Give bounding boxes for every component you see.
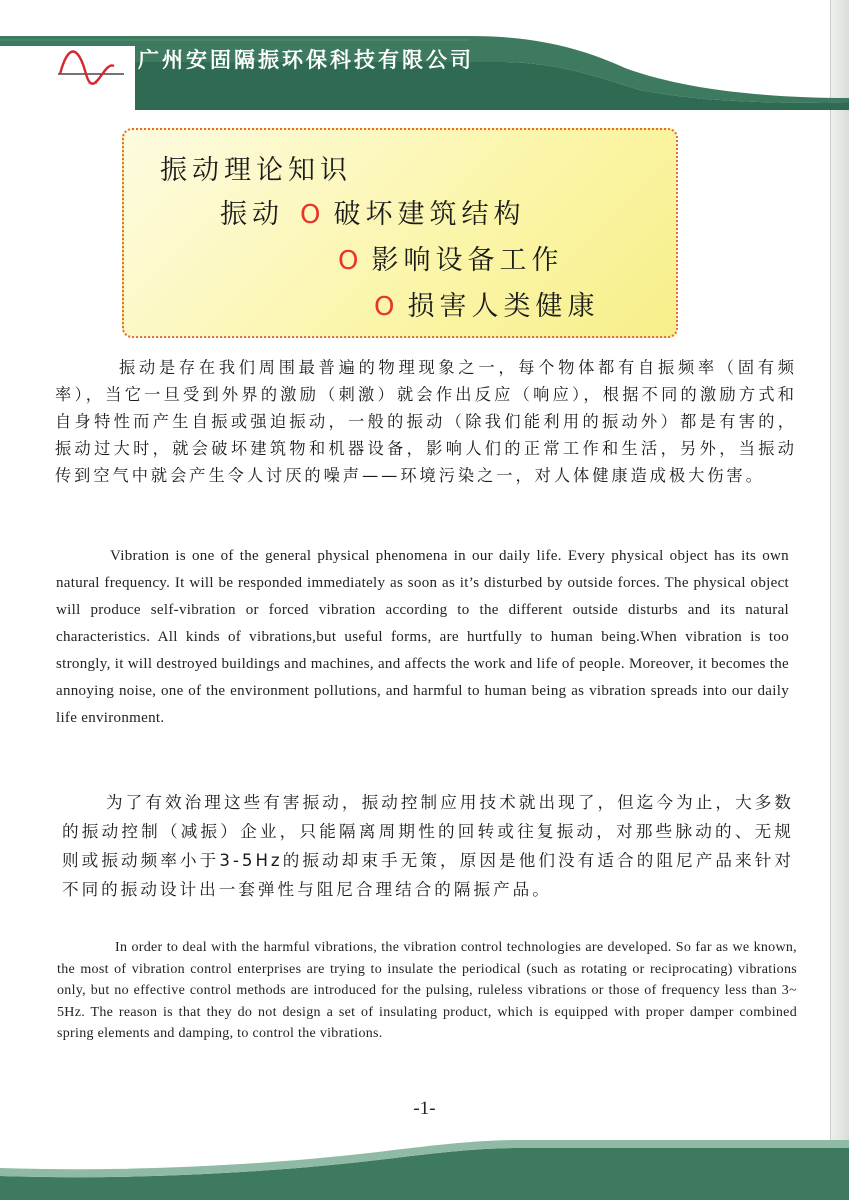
callout-item-1 <box>220 192 525 231</box>
footer-band <box>0 1128 849 1200</box>
callout-item-label: 破坏建筑结构 <box>333 199 526 230</box>
hollow-circle-icon: O <box>338 246 364 276</box>
callout-item-2 <box>338 238 563 277</box>
page-number: -1- <box>413 1098 436 1119</box>
paragraph-en-intro: Vibration is one of the general physical phenomena in our daily life. Every physical object has its own natural frequency. It will be responded immediately as soon as it’s disturbed by outside forces. The physical object will produce self-vibration or forced vibration according to the different outside disturbs and its natural characteristics. All kinds of vibrations,but useful forms, are hurtfully to human being.When vibration is too strongly, it will destroyed buildings and machines, and affects the work and life of people. Moreover, it becomes the annoying noise, one of the environment pollutions, and harmful to human being as vibration spreads into our daily life environment. <box>56 548 789 726</box>
hollow-circle-icon: O <box>300 200 326 230</box>
callout-title: 振动理论知识 <box>160 155 352 186</box>
callout-item-label: 影响设备工作 <box>371 245 564 276</box>
hollow-circle-icon: O <box>374 292 400 322</box>
sine-wave-logo-icon <box>54 40 126 88</box>
callout-item-label: 损害人类健康 <box>407 291 600 322</box>
page-edge <box>830 0 849 1200</box>
callout-lead: 振动 <box>220 199 284 230</box>
svg-text:· · ·: · · · <box>88 81 98 88</box>
paragraph-zh-control: 为了有效治理这些有害振动，振动控制应用技术就出现了，但迄今为止，大多数的振动控制（减振）企业，只能隔离周期性的回转或往复振动，对那些脉动的、无规则或振动频率小于3-5Hz的振动却束手无策，原因是他们没有适合的阻尼产品来针对不同的振动设计出一套弹性与阻尼合理结合的隔振产品。 <box>62 793 794 899</box>
callout-box <box>122 128 678 338</box>
callout-item-3 <box>374 284 599 323</box>
company-name: 广州安固隔振环保科技有限公司 <box>138 48 474 72</box>
paragraph-zh-intro: 振动是存在我们周围最普遍的物理现象之一，每个物体都有自振频率（固有频率），当它一旦受到外界的激励（刺激）就会作出反应（响应），根据不同的激励方式和自身特性而产生自振或强迫振动，一般的振动（除我们能利用的振动外）都是有害的，振动过大时，就会破坏建筑物和机器设备，影响人们的正常工作和生活，另外，当振动传到空气中就会产生令人讨厌的噪声——环境污染之一，对人体健康造成极大伤害。 <box>55 358 797 485</box>
paragraph-en-control: In order to deal with the harmful vibrations, the vibration control technologies are developed. So far as we known, the most of vibration control enterprises are trying to insulate the periodical (such as rotating or reciprocating) vibrations only, but no effective control methods are introduced for the pulsing, ruleless vibrations or those of frequency less than 3~ 5Hz. The reason is that they do not design a set of insulating product, which is equipped with proper damper combined spring elements and damping, to control the vibrations. <box>57 940 797 1041</box>
